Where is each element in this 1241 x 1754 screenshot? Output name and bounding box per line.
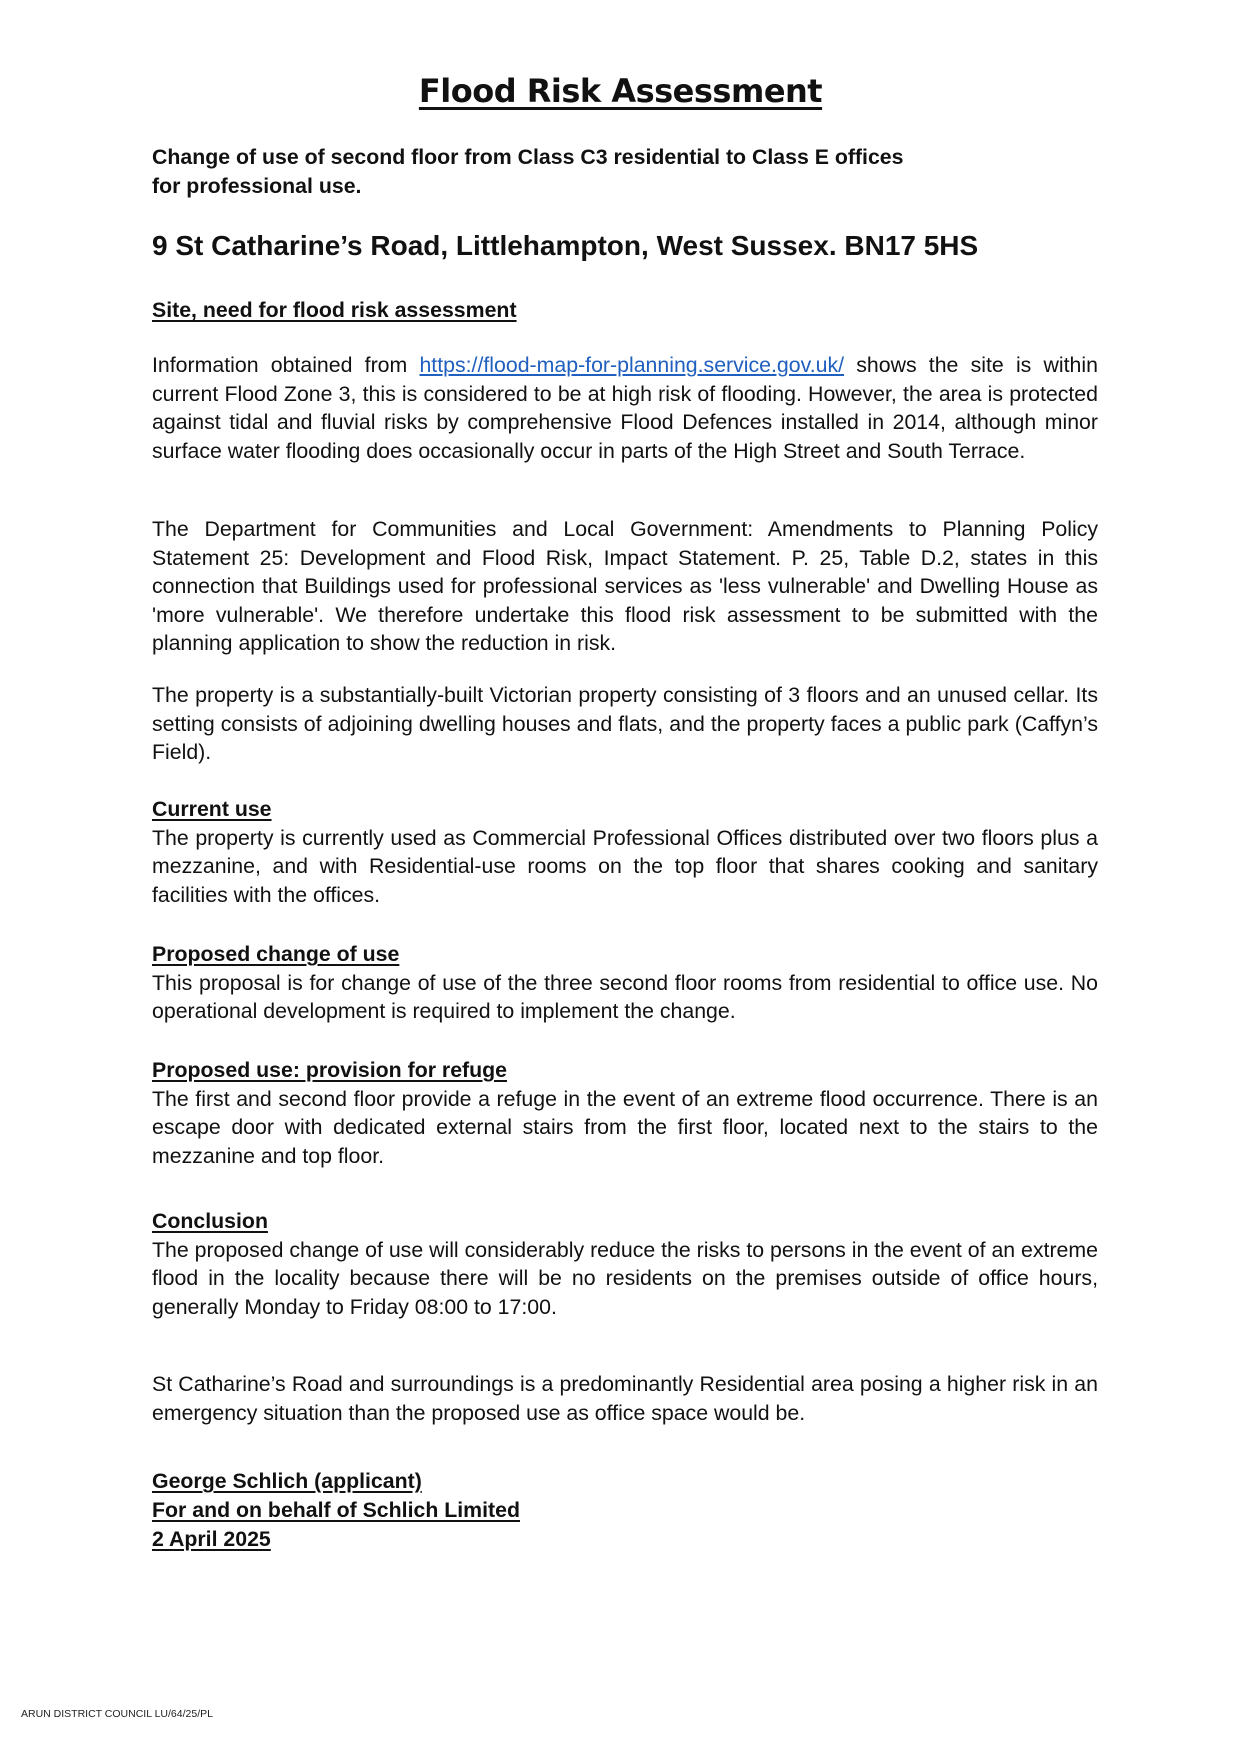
signature-date: 2 April 2025 — [152, 1527, 271, 1552]
site-paragraph-2: The Department for Communities and Local Government: Amendments to Planning Policy Statement 25: Development and Flood Risk, Impact Statement. P. 25, Table D.2, states in this connection that Buildings used for professional services as 'less vulnerable' and Dwelling House as 'more vulnerable'. We therefore undertake this flood risk assessment to be submitted with the planning application to show the reduction in risk. — [152, 517, 1098, 656]
site-p1-text-a: Information obtained from — [152, 353, 420, 377]
document-subtitle — [152, 143, 1052, 201]
document-title: Flood Risk Assessment — [418, 72, 823, 110]
section-proposed-change — [152, 940, 1098, 1026]
site-p1-text-b: shows the site is within current Flood Zone 3, this is considered to be at high risk of flooding. However, the area is protected against tidal and fluvial risks by comprehensive Flood Defences installed in 2014, although minor surface water flooding does occasionally occur in parts of the High Street and South Terrace. — [152, 353, 1098, 463]
section-refuge — [152, 1056, 1098, 1170]
site-paragraph-3: The property is a substantially-built Victorian property consisting of 3 floors and an unused cellar. Its setting consists of adjoining dwelling houses and flats, and the property faces a public park (Caffyn’s Field). — [152, 683, 1098, 765]
heading-current-use: Current use — [152, 797, 272, 821]
section-current-use — [152, 795, 1098, 909]
section-site-heading — [152, 296, 1098, 325]
signature-block — [152, 1467, 1098, 1554]
heading-conclusion: Conclusion — [152, 1209, 268, 1233]
conclusion-paragraph-2: St Catharine’s Road and surroundings is a predominantly Residential area posing a higher risk in an emergency situation than the proposed use as office space would be. — [152, 1372, 1098, 1425]
proposed-change-paragraph: This proposal is for change of use of the three second floor rooms from residential to office use. No operational development is required to implement the change. — [152, 970, 1098, 1024]
heading-site: Site, need for flood risk assessment — [152, 298, 517, 322]
current-use-paragraph: The property is currently used as Commercial Professional Offices distributed over two floors plus a mezzanine, and with Residential-use rooms on the top floor that shares cooking and sanitary facilities with the offices. — [152, 825, 1098, 907]
flood-map-link[interactable]: https://flood-map-for-planning.service.gov.uk/ — [419, 353, 845, 377]
section-conclusion — [152, 1207, 1098, 1321]
site-paragraph-1 — [152, 351, 1098, 465]
subtitle-line-1: Change of use of second floor from Class C3 residential to Class E offices — [152, 145, 904, 169]
signatory-name: George Schlich (applicant) — [152, 1469, 422, 1493]
site-address: 9 St Catharine’s Road, Littlehampton, West Sussex. BN17 5HS — [152, 230, 979, 261]
refuge-paragraph: The first and second floor provide a refuge in the event of an extreme flood occurrence. There is an escape door with dedicated external stairs from the first floor, located next to the stairs to the mezzanine and top floor. — [152, 1086, 1098, 1168]
footer-reference: ARUN DISTRICT COUNCIL LU/64/25/PL — [21, 1708, 213, 1720]
heading-refuge: Proposed use: provision for refuge — [152, 1058, 507, 1082]
signatory-behalf: For and on behalf of Schlich Limited — [152, 1498, 520, 1523]
conclusion-paragraph-1: The proposed change of use will considerably reduce the risks to persons in the event of an extreme flood in the locality because there will be no residents on the premises outside of office hours, generally Monday to Friday 08:00 to 17:00. — [152, 1237, 1098, 1319]
subtitle-line-2: for professional use. — [152, 174, 362, 198]
heading-proposed-change: Proposed change of use — [152, 942, 400, 966]
